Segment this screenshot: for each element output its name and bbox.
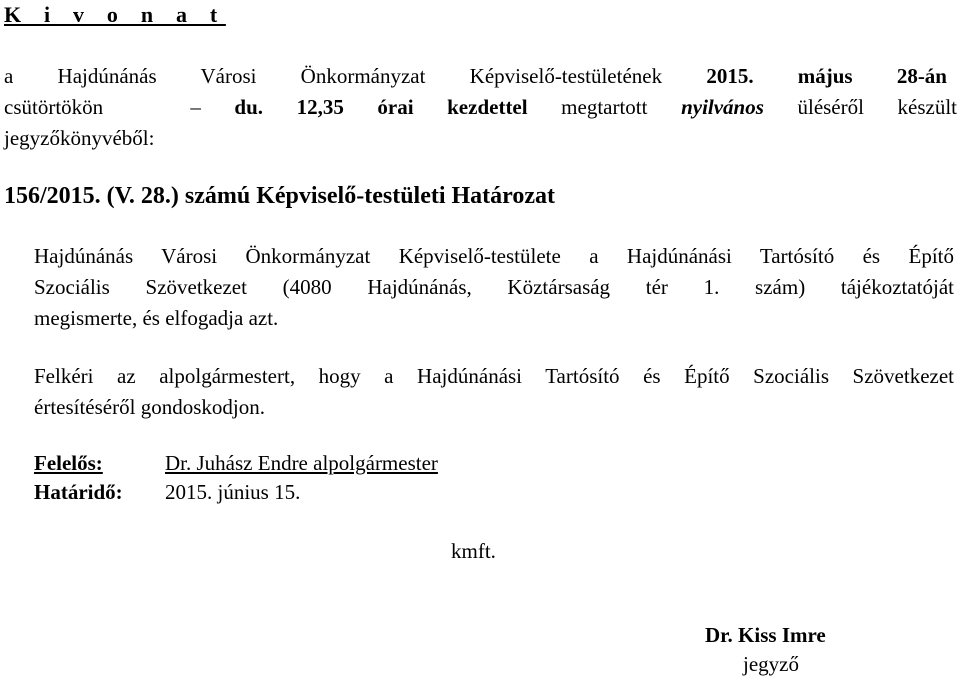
session-time-prefix: du. [234, 95, 263, 119]
document-title: K i v o n a t [4, 2, 226, 27]
paragraph2-line2: értesítéséről gondoskodjon. [34, 395, 265, 419]
session-day: 28-án [896, 64, 947, 88]
intro-line-1 [4, 63, 947, 89]
session-month: május [797, 64, 853, 88]
session-year: 2015. [706, 64, 754, 88]
responsible-label: Felelős: [34, 451, 103, 475]
paragraph1-line2: Szociális Szövetkezet (4080 Hajdúnánás, Köztársaság tér 1. szám) tájékoztatóját [34, 275, 954, 299]
paragraph1-line1: Hajdúnánás Városi Önkormányzat Képviselő-testülete a Hajdúnánási Tartósító és Építő [34, 244, 954, 268]
intro-line-2 [4, 94, 957, 120]
signatory-role: jegyző [743, 652, 799, 676]
responsible-row [34, 450, 438, 476]
dash-separator: – [190, 95, 201, 119]
kmft-mark: kmft. [451, 539, 496, 563]
intro-prefix: a Hajdúnánás Városi Önkormányzat Képviselő-testületének [4, 64, 663, 88]
held-word: megtartott [561, 95, 648, 119]
deadline-label: Határidő: [34, 480, 123, 504]
intro-suffix: üléséről készült [797, 95, 958, 119]
deadline-value: 2015. június 15. [165, 480, 301, 504]
intro-line-3: jegyzőkönyvéből: [4, 126, 155, 150]
paragraph2-line1: Felkéri az alpolgármestert, hogy a Hajdúnánási Tartósító és Építő Szociális Szövetkezet [34, 364, 954, 388]
session-time: 12,35 órai kezdettel [296, 95, 528, 119]
resolution-title: számú Képviselő-testületi Határozat [184, 183, 556, 209]
paragraph1-line3: megismerte, és elfogadja azt. [34, 306, 279, 330]
session-weekday: csütörtökön [4, 95, 104, 119]
public-word: nyilvános [681, 95, 764, 119]
resolution-number: 156/2015. (V. 28.) [4, 183, 179, 209]
deadline-row [34, 479, 300, 505]
responsible-value: Dr. Juhász Endre alpolgármester [165, 451, 438, 475]
signatory-name: Dr. Kiss Imre [705, 623, 826, 647]
resolution-heading [4, 181, 555, 211]
